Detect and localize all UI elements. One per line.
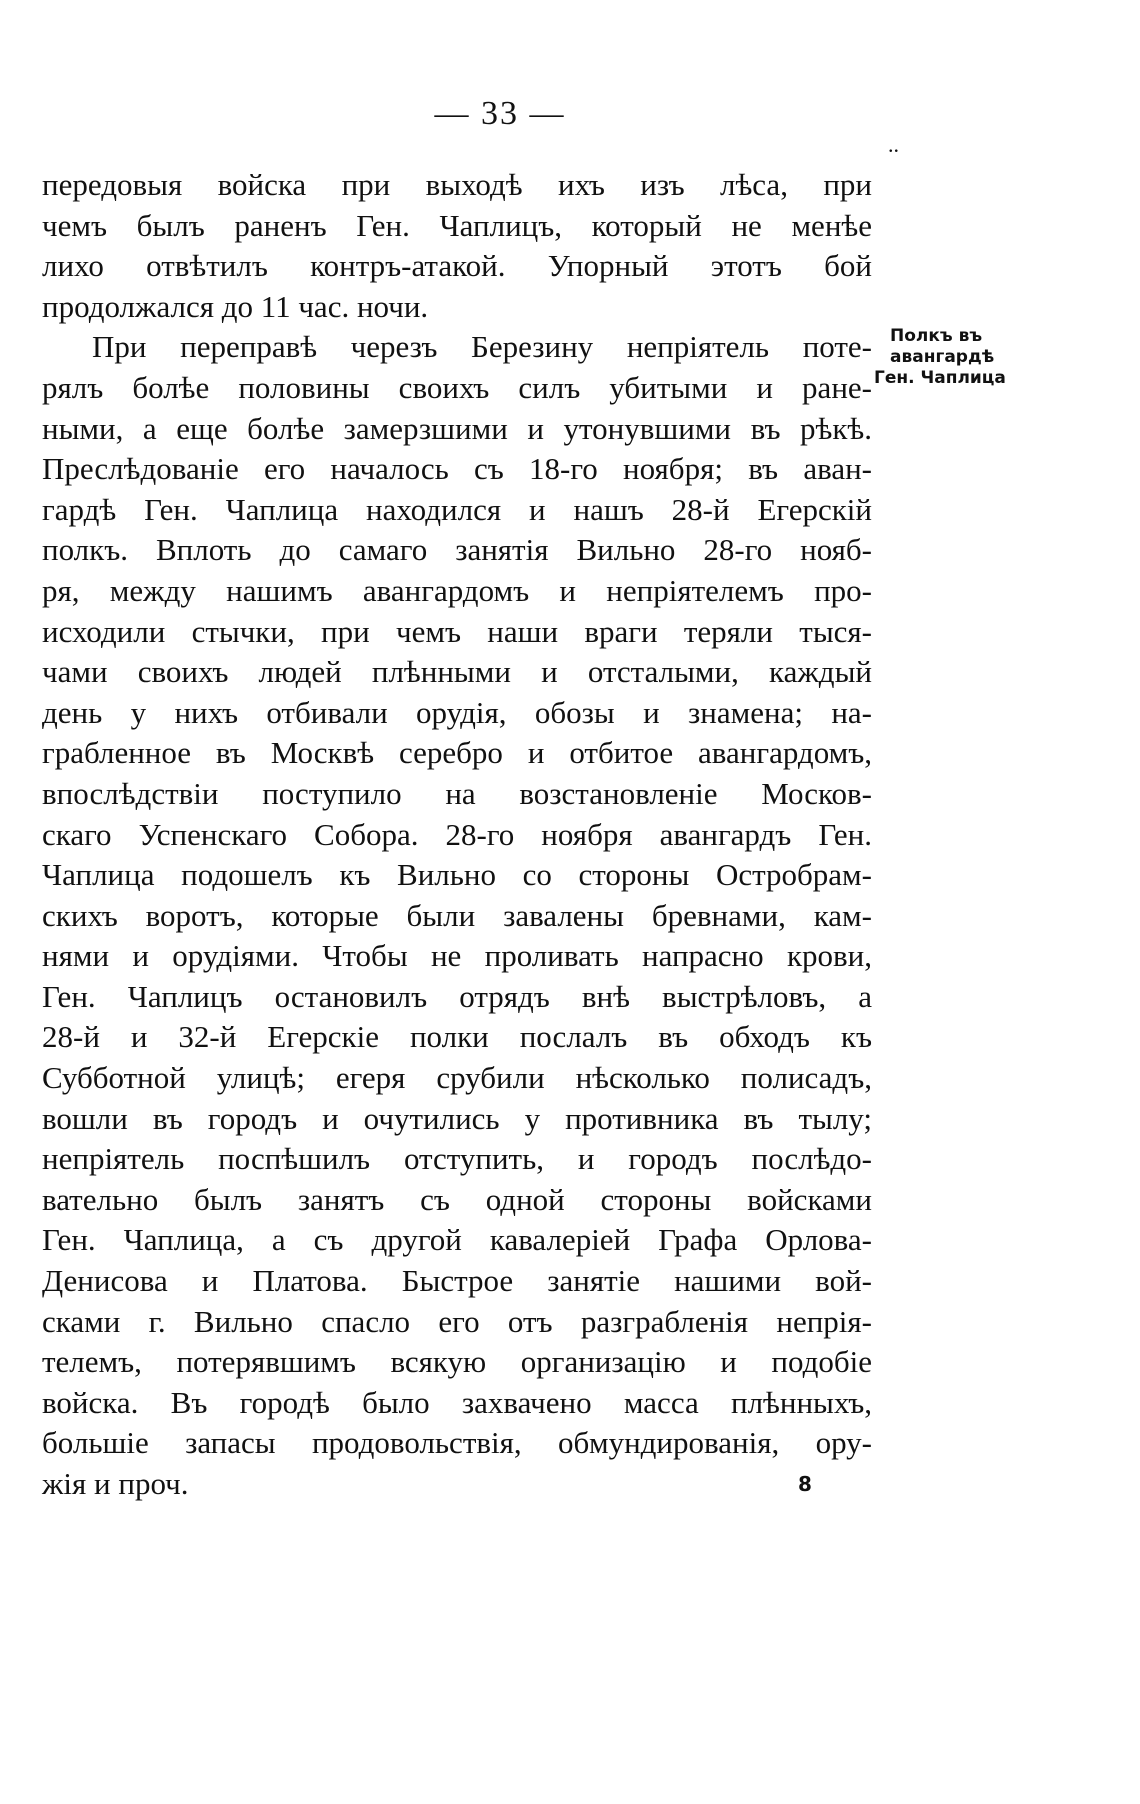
- text-line: чами своихъ людей плѣнными и отсталыми, каждый: [42, 654, 872, 690]
- text-line: большіе запасы продовольствія, обмундированія, ору-: [42, 1425, 872, 1461]
- text-line: При переправѣ черезъ Березину непріятель поте-: [92, 329, 872, 365]
- text-line: лихо отвѣтилъ контръ-атакой. Упорный этотъ бой: [42, 248, 872, 284]
- margin-note-line: Полкъ въ: [890, 326, 983, 346]
- text-line: чемъ былъ раненъ Ген. Чаплицъ, который не менѣе: [42, 207, 872, 243]
- text-line: день у нихъ отбивали орудія, обозы и знамена; на-: [42, 694, 872, 730]
- text-line: исходили стычки, при чемъ наши враги теряли тыся-: [42, 613, 872, 649]
- text-line: рялъ болѣе половины своихъ силъ убитыми и ране-: [42, 369, 872, 405]
- text-line: передовыя войска при выходѣ ихъ изъ лѣса, при: [42, 167, 872, 202]
- text-line: непріятель поспѣшилъ отступить, и городъ послѣдо-: [42, 1141, 872, 1177]
- text-line: нями и орудіями. Чтобы не проливать напрасно крови,: [42, 938, 872, 974]
- page-number: — 33 —: [434, 95, 566, 132]
- signature-mark: 8: [798, 1472, 812, 1496]
- text-line: вательно былъ занятъ съ одной стороны войсками: [42, 1181, 872, 1217]
- text-line: скаго Успенскаго Собора. 28-го ноября авангардъ Ген.: [42, 816, 872, 852]
- text-line: телемъ, потерявшимъ всякую организацію и подобіе: [42, 1344, 872, 1380]
- text-line: Ген. Чаплица, а съ другой кавалеріей Графа Орлова-: [42, 1222, 872, 1258]
- margin-note-line: авангардѣ: [890, 347, 995, 367]
- text-line: Ген. Чаплицъ остановилъ отрядъ внѣ выстрѣловъ, а: [42, 978, 872, 1014]
- text-line: сками г. Вильно спасло его отъ разграбленія непрія-: [42, 1303, 872, 1339]
- text-line: грабленное въ Москвѣ серебро и отбитое авангардомъ,: [42, 735, 872, 771]
- ink-dots: ..: [888, 132, 899, 157]
- text-line: впослѣдствіи поступило на возстановленіе Москов-: [42, 775, 872, 811]
- text-line: Чаплица подошелъ къ Вильно со стороны Остробрам-: [42, 857, 872, 893]
- text-line: войска. Въ городѣ было захвачено масса плѣнныхъ,: [42, 1384, 872, 1420]
- text-line: жія и проч.: [42, 1466, 189, 1501]
- body-text: [42, 165, 872, 1505]
- text-line: Субботной улицѣ; егеря срубили нѣсколько полисадъ,: [42, 1060, 872, 1096]
- margin-note-line: Ген. Чаплица: [874, 368, 1006, 388]
- text-line: продолжался до 11 час. ночи.: [42, 288, 429, 324]
- text-line: Денисова и Платова. Быстрое занятіе нашими вой-: [42, 1263, 872, 1299]
- text-line: Преслѣдованіе его началось съ 18-го ноября; въ аван-: [42, 451, 872, 487]
- text-line: вошли въ городъ и очутились у противника въ тылу;: [42, 1100, 872, 1136]
- text-line: скихъ воротъ, которые были завалены бревнами, кам-: [42, 897, 872, 933]
- text-line: ными, а еще болѣе замерзшими и утонувшими въ рѣкѣ.: [42, 410, 872, 446]
- text-line: ря, между нашимъ авангардомъ и непріятелемъ про-: [42, 572, 872, 608]
- text-line: гардѣ Ген. Чаплица находился и нашъ 28-й Егерскій: [42, 491, 872, 527]
- text-line: 28-й и 32-й Егерскіе полки послалъ въ обходъ къ: [42, 1019, 872, 1055]
- text-line: полкъ. Вплоть до самаго занятія Вильно 28-го нояб-: [42, 532, 872, 568]
- margin-note: [874, 326, 1140, 389]
